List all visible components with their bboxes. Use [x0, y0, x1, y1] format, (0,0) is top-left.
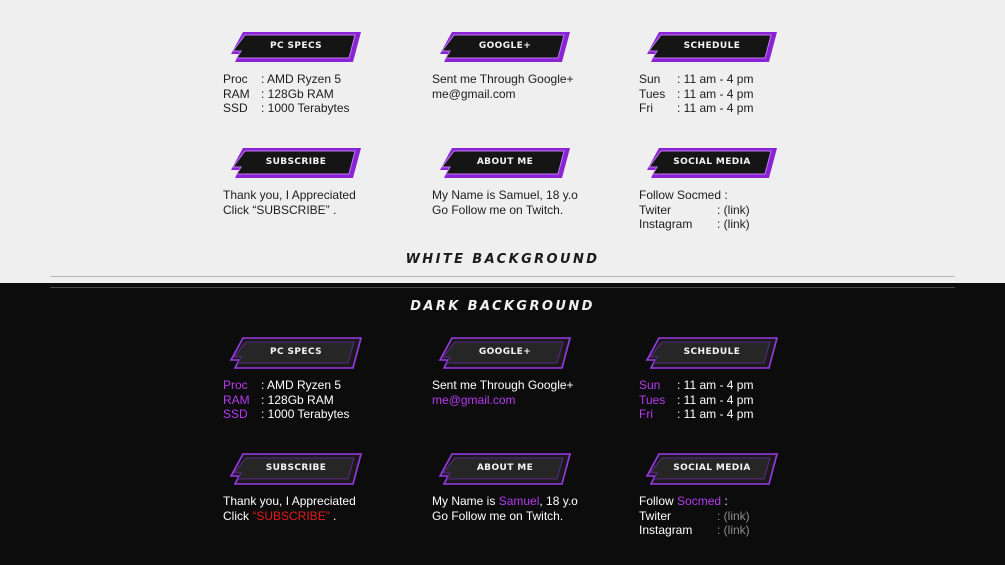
list-item: [639, 509, 819, 524]
divider: [50, 276, 955, 277]
google-title: GOOGLE+: [478, 347, 532, 357]
schedule-time: : 11 am - 4 pm: [677, 392, 754, 407]
pc-specs-badge: [229, 336, 363, 372]
list-item: [639, 393, 819, 408]
social-intro: Follow Socmed :: [639, 188, 728, 202]
about-badge: [438, 146, 572, 182]
subscribe-title: SUBSCRIBE: [265, 463, 327, 473]
list-item: [639, 87, 819, 102]
google-badge: [438, 30, 572, 66]
divider: [50, 287, 955, 288]
schedule-title: SCHEDULE: [683, 347, 741, 357]
list-item: [639, 407, 819, 422]
about-badge: [438, 452, 572, 488]
list-item: [639, 203, 819, 218]
subscribe-line: [223, 509, 403, 524]
social-intro: [639, 494, 819, 509]
schedule-day: Fri: [639, 101, 653, 115]
subscribe-badge: [229, 452, 363, 488]
google-panel: [432, 336, 612, 407]
spec-value: : 1000 Terabytes: [261, 407, 350, 421]
list-item: [223, 72, 403, 87]
list-item: [223, 393, 403, 408]
spec-key: RAM: [223, 392, 250, 407]
instagram-link[interactable]: : (link): [717, 523, 750, 537]
schedule-panel: [639, 336, 819, 422]
pc-specs-panel: [223, 336, 403, 422]
list-item: [223, 87, 403, 102]
about-line: Go Follow me on Twitch.: [432, 508, 564, 523]
about-panel: [432, 452, 612, 523]
list-item: [639, 378, 819, 393]
google-line: Sent me Through Google+: [432, 378, 574, 392]
about-panel: [432, 146, 612, 217]
schedule-title: SCHEDULE: [683, 41, 741, 51]
twitter-link[interactable]: : (link): [717, 202, 750, 217]
google-line: Sent me Through Google+: [432, 72, 574, 86]
spec-value: : AMD Ryzen 5: [261, 72, 342, 86]
spec-key: RAM: [223, 86, 250, 101]
list-item: [639, 217, 819, 232]
social-highlight: Socmed: [677, 494, 722, 508]
schedule-day: Fri: [639, 407, 653, 421]
white-background-label: WHITE BACKGROUND: [405, 252, 600, 267]
schedule-day: Tues: [639, 86, 666, 101]
schedule-badge: [645, 30, 779, 66]
schedule-time: : 11 am - 4 pm: [677, 378, 754, 392]
list-item: [223, 407, 403, 422]
dark-background-section: [0, 283, 1005, 565]
schedule-time: : 11 am - 4 pm: [677, 407, 754, 421]
pc-specs-badge: [229, 30, 363, 66]
subscribe-panel: [223, 146, 403, 217]
schedule-time: : 11 am - 4 pm: [677, 101, 754, 115]
subscribe-line: Thank you, I Appreciated: [223, 494, 356, 508]
about-title: ABOUT ME: [476, 157, 534, 167]
spec-key: Proc: [223, 72, 248, 86]
subscribe-panel: [223, 452, 403, 523]
spec-value: : 1000 Terabytes: [261, 101, 350, 115]
schedule-time: : 11 am - 4 pm: [677, 72, 754, 86]
about-title: ABOUT ME: [476, 463, 534, 473]
google-badge: [438, 336, 572, 372]
social-badge: [645, 452, 779, 488]
schedule-day: Sun: [639, 378, 661, 392]
about-line: My Name is Samuel, 18 y.o: [432, 188, 578, 202]
about-line: [432, 494, 612, 509]
social-key: Twiter: [639, 508, 672, 523]
social-key: Twiter: [639, 202, 672, 217]
pc-specs-title: PC SPECS: [269, 41, 322, 51]
social-key: Instagram: [639, 523, 693, 537]
email-link[interactable]: me@gmail.com: [432, 392, 516, 407]
google-panel: [432, 30, 612, 101]
subscribe-prefix: Click: [223, 508, 253, 523]
pc-specs-panel: [223, 30, 403, 116]
schedule-panel: [639, 30, 819, 116]
about-prefix: My Name is: [432, 494, 499, 508]
spec-key: SSD: [223, 101, 248, 115]
schedule-day: Tues: [639, 392, 666, 407]
subscribe-suffix: .: [329, 508, 337, 523]
spec-key: Proc: [223, 378, 248, 392]
pc-specs-title: PC SPECS: [269, 347, 322, 357]
social-panel: [639, 146, 819, 232]
list-item: [223, 378, 403, 393]
google-title: GOOGLE+: [478, 41, 532, 51]
spec-value: : 128Gb RAM: [261, 392, 334, 407]
about-line: Go Follow me on Twitch.: [432, 202, 564, 217]
subscribe-highlight: “SUBSCRIBE”: [252, 508, 330, 523]
list-item: [639, 72, 819, 87]
list-item: [639, 101, 819, 116]
spec-value: : 128Gb RAM: [261, 86, 334, 101]
subscribe-line: Click “SUBSCRIBE” .: [223, 202, 337, 217]
subscribe-badge: [229, 146, 363, 182]
subscribe-line: Thank you, I Appreciated: [223, 188, 356, 202]
social-panel: [639, 452, 819, 538]
social-suffix: :: [721, 494, 728, 508]
spec-value: : AMD Ryzen 5: [261, 378, 342, 392]
social-title: SOCIAL MEDIA: [673, 157, 751, 167]
social-title: SOCIAL MEDIA: [673, 463, 751, 473]
schedule-day: Sun: [639, 72, 661, 86]
dark-background-label: DARK BACKGROUND: [410, 299, 595, 314]
about-suffix: , 18 y.o: [539, 494, 578, 508]
schedule-badge: [645, 336, 779, 372]
list-item: [223, 101, 403, 116]
twitter-link[interactable]: : (link): [717, 508, 750, 523]
about-name-highlight: Samuel: [498, 494, 540, 508]
spec-key: SSD: [223, 407, 248, 421]
social-prefix: Follow: [639, 494, 678, 508]
schedule-time: : 11 am - 4 pm: [677, 86, 754, 101]
social-badge: [645, 146, 779, 182]
list-item: [639, 523, 819, 538]
subscribe-title: SUBSCRIBE: [265, 157, 327, 167]
instagram-link[interactable]: : (link): [717, 217, 750, 231]
social-key: Instagram: [639, 217, 693, 231]
email-link[interactable]: me@gmail.com: [432, 86, 516, 101]
